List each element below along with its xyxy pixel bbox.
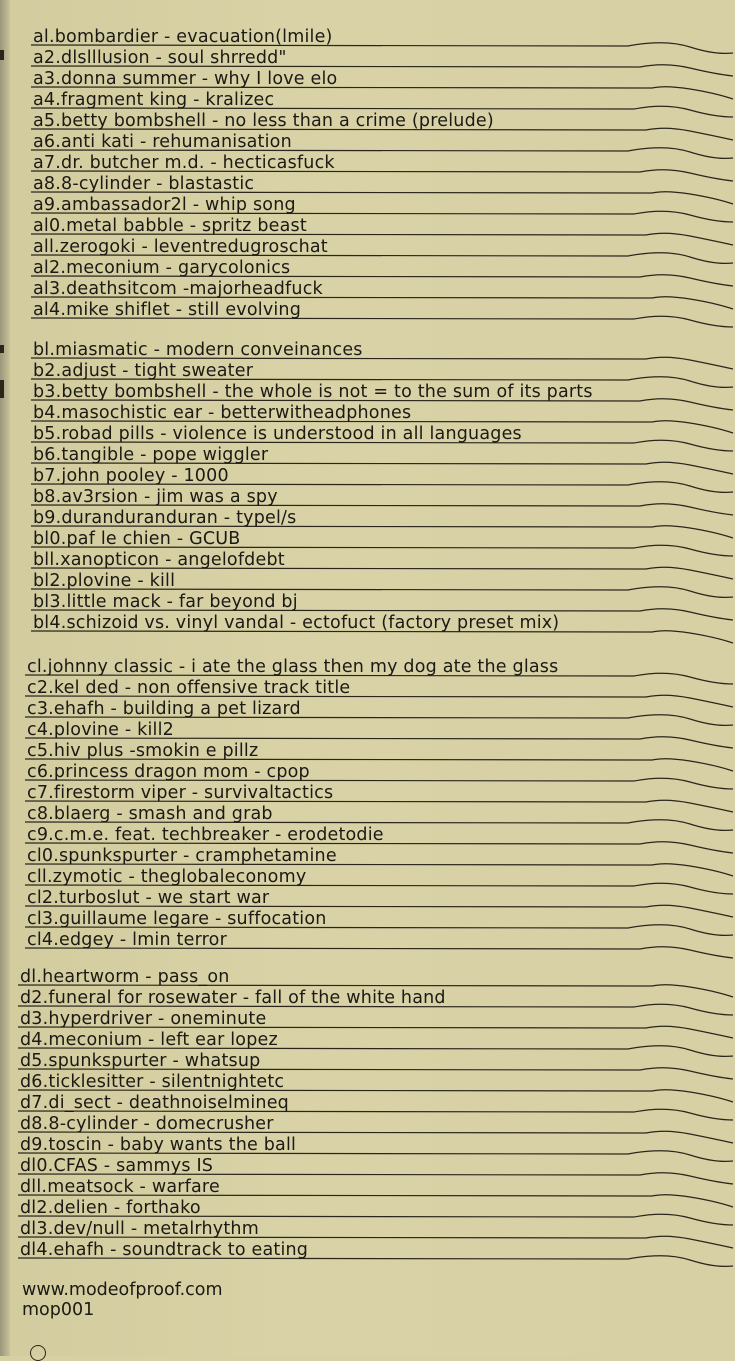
track-title: b8.av3rsion - jim was a spy <box>33 487 278 507</box>
track-title: a2.dlslllusion - soul shrredd" <box>33 48 287 68</box>
track-title: dl2.delien - forthako <box>20 1198 201 1218</box>
track-title: bll.xanopticon - angelofdebt <box>33 550 285 570</box>
track-title: d2.funeral for rosewater - fall of the white hand <box>20 988 446 1008</box>
track-title: d6.ticklesitter - silentnightetc <box>20 1072 285 1092</box>
track-title: bl.miasmatic - modern conveinances <box>33 340 363 360</box>
circle-mark <box>30 1345 46 1361</box>
track-title: d7.di_sect - deathnoiselmineq <box>20 1093 289 1113</box>
track-title: a9.ambassador2l - whip song <box>33 195 296 215</box>
track-title: cll.zymotic - theglobaleconomy <box>27 867 307 887</box>
track-title: dl3.dev/null - metalrhythm <box>20 1219 259 1239</box>
track-title: b7.john pooley - 1000 <box>33 466 229 486</box>
track-title: d3.hyperdriver - oneminute <box>20 1009 267 1029</box>
catalog-number: mop001 <box>22 1300 95 1320</box>
track-title: al0.metal babble - spritz beast <box>33 216 307 236</box>
track-title: b9.duranduranduran - typel/s <box>33 508 297 528</box>
track-title: c8.blaerg - smash and grab <box>27 804 273 824</box>
track-title: al2.meconium - garycolonics <box>33 258 291 278</box>
track-title: b4.masochistic ear - betterwitheadphones <box>33 403 412 423</box>
track-title: d9.toscin - baby wants the ball <box>20 1135 297 1155</box>
track-title: c4.plovine - kill2 <box>27 720 174 740</box>
track-title: d5.spunkspurter - whatsup <box>20 1051 261 1071</box>
track-title: c2.kel ded - non offensive track title <box>27 678 351 698</box>
track-title: cl3.guillaume legare - suffocation <box>27 909 327 929</box>
track-title: dl0.CFAS - sammys IS <box>20 1156 214 1176</box>
track-title: c6.princess dragon mom - cpop <box>27 762 310 782</box>
track-title: bl3.little mack - far beyond bj <box>33 592 298 612</box>
track-title: dl.heartworm - pass_on <box>20 967 230 987</box>
track-title: a8.8-cylinder - blastastic <box>33 174 255 194</box>
track-title: cl0.spunkspurter - cramphetamine <box>27 846 337 866</box>
track-title: all.zerogoki - leventredugroschat <box>33 237 328 257</box>
track-title: a4.fragment king - kralizec <box>33 90 275 110</box>
track-title: c5.hiv plus -smokin e pillz <box>27 741 259 761</box>
track-title: a6.anti kati - rehumanisation <box>33 132 292 152</box>
track-title: c3.ehafh - building a pet lizard <box>27 699 301 719</box>
track-title: a5.betty bombshell - no less than a crime (prelude) <box>33 111 494 131</box>
track-title: al4.mike shiflet - still evolving <box>33 300 302 320</box>
track-title: c9.c.m.e. feat. techbreaker - erodetodie <box>27 825 384 845</box>
track-title: a3.donna summer - why I love elo <box>33 69 338 89</box>
track-title: al3.deathsitcom -majorheadfuck <box>33 279 323 299</box>
track-title: b5.robad pills - violence is understood in all languages <box>33 424 522 444</box>
track-title: cl2.turboslut - we start war <box>27 888 270 908</box>
track-title: d8.8-cylinder - domecrusher <box>20 1114 274 1134</box>
track-title: bl4.schizoid vs. vinyl vandal - ectofuct (factory preset mix) <box>33 613 560 633</box>
track-title: dll.meatsock - warfare <box>20 1177 220 1197</box>
track-title: b6.tangible - pope wiggler <box>33 445 269 465</box>
track-title: a7.dr. butcher m.d. - hecticasfuck <box>33 153 335 173</box>
track-title: b2.adjust - tight sweater <box>33 361 254 381</box>
website-text: www.modeofproof.com <box>22 1280 223 1300</box>
track-title: cl.johnny classic - i ate the glass then my dog ate the glass <box>27 657 559 677</box>
track-title: dl4.ehafh - soundtrack to eating <box>20 1240 309 1260</box>
track-title: b3.betty bombshell - the whole is not = to the sum of its parts <box>33 382 593 402</box>
track-title: bl2.plovine - kill <box>33 571 176 591</box>
track-title: al.bombardier - evacuation(lmile) <box>33 27 333 47</box>
track-title: bl0.paf le chien - GCUB <box>33 529 241 549</box>
track-title: c7.firestorm viper - survivaltactics <box>27 783 334 803</box>
track-title: d4.meconium - left ear lopez <box>20 1030 278 1050</box>
track-title: cl4.edgey - lmin terror <box>27 930 227 950</box>
